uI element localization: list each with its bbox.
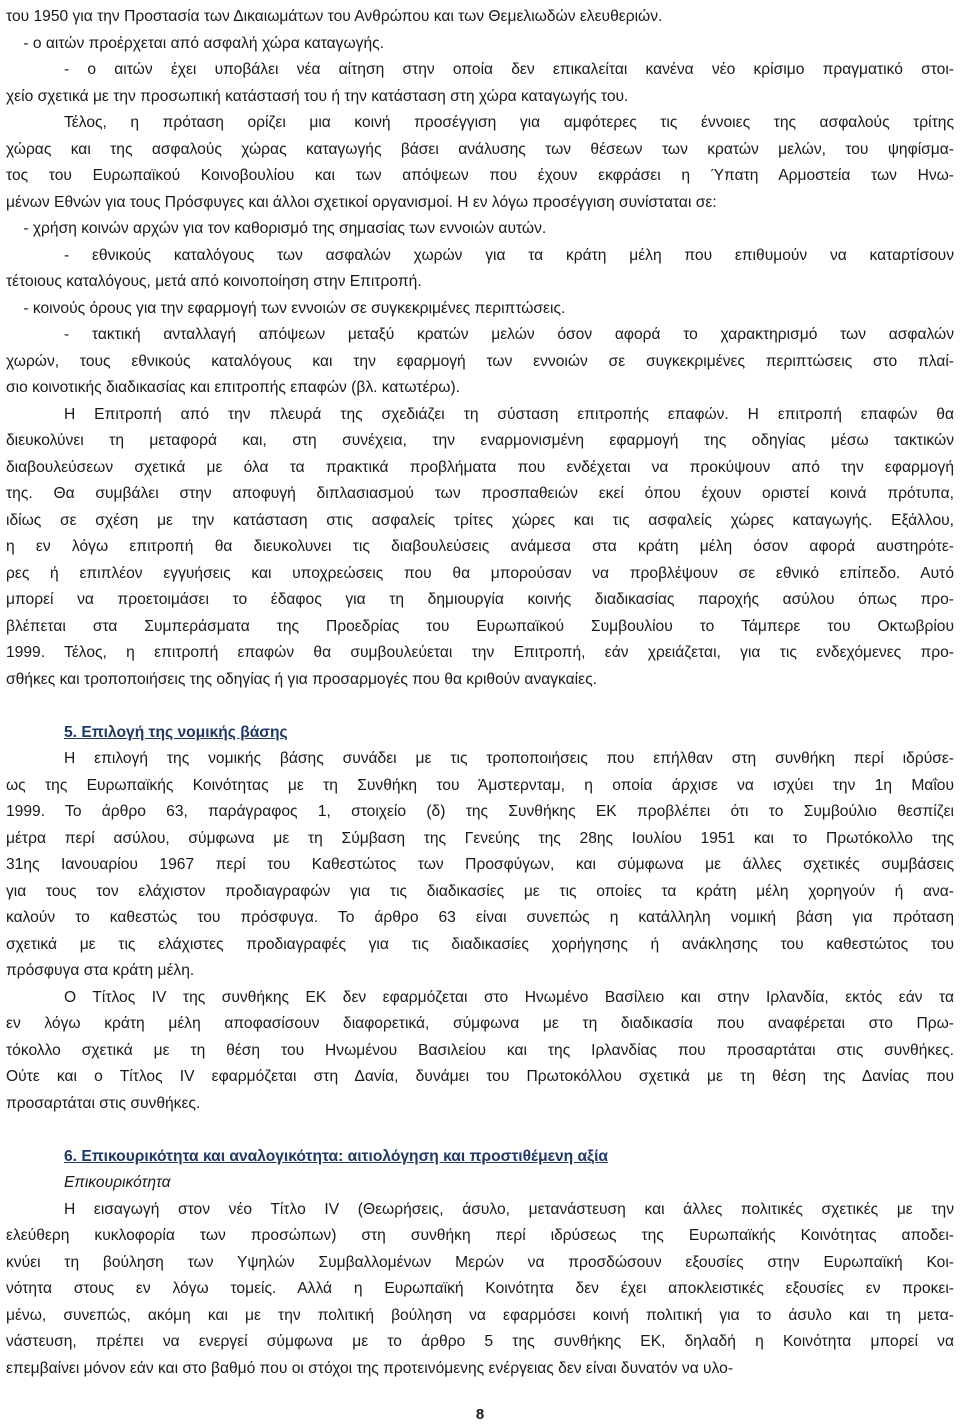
text-line: Η επιλογή της νομικής βάσης συνάδει με τις τροποποιήσεις που επήλθαν στη συνθήκη περί ιδρύσε- [64, 750, 954, 767]
spacer [6, 1117, 954, 1144]
text-line: μέτρα περί ασύλου, σύμφωνα με τη Σύμβαση της Γενεύης της 28ης Ιουλίου 1951 και το Πρωτόκολλο της [6, 829, 954, 847]
text-line: ως της Ευρωπαϊκής Κοινότητας με τη Συνθήκη του Άμστερνταμ, η οποία άρχισε να ισχύει την 1η Μαΐου [6, 776, 954, 794]
text-line: - χρήση κοινών αρχών για τον καθορισμό της σημασίας των εννοιών αυτών. [6, 220, 547, 237]
text-line: επεμβαίνει μόνον εάν και στο βαθμό που οι στόχοι της προτεινόμενης ενέργειας δεν είναι δυνατόν να υλο- [6, 1359, 734, 1377]
text-line: Ο Τίτλος IV της συνθήκης ΕΚ δεν εφαρμόζεται στο Ηνωμένο Βασίλειο και στην Ιρλανδία, εκτός εάν τα [64, 988, 954, 1006]
text-line: πρόσφυγα στα κράτη μέλη. [6, 962, 195, 979]
text-line: μπορεί να προετοιμάσει το έδαφος για τη δημιουργία κοινής διαδικασίας παροχής ασύλου όπως προ- [6, 591, 954, 608]
text-line: 31ης Ιανουαρίου 1967 περί του Καθεστώτος των Προσφύγων, και σύμφωνα με άλλες σχετικές συμβάσεις [6, 856, 954, 873]
text-line: - ο αιτών προέρχεται από ασφαλή χώρα καταγωγής. [6, 34, 384, 52]
section-6-heading: 6. Επικουρικότητα και αναλογικότητα: αιτιολόγηση και προστιθέμενη αξία [64, 1147, 608, 1165]
section-asylum-procedures-text [6, 4, 954, 693]
section-5-heading: 5. Επιλογή της νομικής βάσης [64, 723, 288, 741]
text-line: εν λόγω κράτη μέλη αποφασίσουν διαφορετικά, σύμφωνα με τη διαδικασία που αναφέρεται στο Πρω- [6, 1015, 954, 1032]
text-line: βλέπεται στα Συμπεράσματα της Προεδρίας του Ευρωπαϊκού Συμβουλίου το Τάμπερε του Οκτωβρίου [6, 617, 954, 635]
text-line: του 1950 για την Προστασία των Δικαιωμάτων του Ανθρώπου και των Θεμελιωδών ελευθεριών. [6, 8, 663, 25]
text-line: η εν λόγω επιτροπή θα διευκολυνει τις διαβουλεύσεις ανάμεσα στα κράτη μέλη όσον αφορά αυστηρότε- [6, 538, 954, 555]
section-5-body [6, 746, 954, 1117]
text-line: ρες ή επιπλέον εγγυήσεις και υποχρεώσεις που θα μπορούσαν να προβλέψουν σε εθνικό επίπεδο. Αυτό [6, 564, 954, 582]
text-line: ελεύθερη κυκλοφορία των προσώπων) στη συνθήκη περί ιδρύσεως της Ευρωπαϊκής Κοινότητας αποδει- [6, 1227, 954, 1244]
text-line: νότητα στους εν λόγω τομείς. Αλλά η Ευρωπαϊκή Κοινότητα δεν έχει αποκλειστικές εξουσίες εν προκει- [6, 1280, 954, 1297]
section-6-subheading: Επικουρικότητα [64, 1174, 171, 1191]
text-line: χώρας και της ασφαλούς χώρας καταγωγής βάσει ανάλυσης των θέσεων των κρατών μελών, του ψηφίσμα- [6, 140, 954, 158]
text-line: σιο κοινοτικής διαδικασίας και επιτροπής επαφών (βλ. κατωτέρω). [6, 379, 460, 396]
page-number: 8 [475, 1406, 485, 1423]
text-line: 1999. Το άρθρο 63, παράγραφος 1, στοιχείο (δ) της Συνθήκης ΕΚ προβλέπει ότι το Συμβούλιο θεσπίζει [6, 803, 954, 820]
text-line: Η Επιτροπή από την πλευρά της σχεδιάζει τη σύσταση επιτροπής επαφών. Η επιτροπή επαφών θα [64, 405, 954, 423]
section-6-body [6, 1197, 954, 1383]
text-line: - τακτική ανταλλαγή απόψεων μεταξύ κρατών μελών όσον αφορά το χαρακτηρισμό των ασφαλών [64, 326, 954, 343]
text-line: - εθνικούς καταλόγους των ασφαλών χωρών για τα κράτη μέλη που επιθυμούν να καταρτίσουν [64, 246, 954, 264]
text-line: μένων Εθνών για τους Πρόσφυγες και άλλοι σχετικοί οργανισμοί. Η εν λόγω προσέγγιση συνίσταται σε: [6, 193, 717, 211]
text-line: νάστευση, πρέπει να ενεργεί σύμφωνα με το άρθρο 5 της συνθήκης ΕΚ, δηλαδή η Κοινότητα μπορεί να [6, 1333, 954, 1350]
text-line: τέτοιους καταλόγους, μετά από κοινοποίηση στην Επιτροπή. [6, 273, 422, 290]
text-line: ιδίως σε σχέση με την κατάσταση στις ασφαλείς τρίτες χώρες και τις ασφαλείς χώρες καταγωγής. Εξάλλου, [6, 511, 954, 529]
text-line: - ο αιτών έχει υποβάλει νέα αίτηση στην οποία δεν επικαλείται κανένα νέο κρίσιμο πραγματικό στοι- [64, 61, 954, 78]
text-line: χείο σχετικά με την προσωπική κατάστασή του ή την κατάσταση στη χώρα καταγωγής του. [6, 87, 629, 105]
text-line: προσαρτάται στις συνθήκες. [6, 1094, 201, 1112]
text-line: σθήκες και τροποποιήσεις της οδηγίας ή για προσαρμογές που θα κριθούν αναγκαίες. [6, 670, 597, 688]
text-line: Τέλος, η πρόταση ορίζει μια κοινή προσέγγιση για αμφότερες τις έννοιες της ασφαλούς τρίτης [64, 114, 954, 131]
text-line: Η εισαγωγή στον νέο Τίτλο IV (Θεωρήσεις, άσυλο, μετανάστευση και άλλες πολιτικές σχετικές με την [64, 1200, 954, 1218]
text-line: τος του Ευρωπαϊκού Κοινοβουλίου και των απόψεων που έχουν εκφράσει η Ύπατη Αρμοστεία των Ηνω- [6, 167, 954, 184]
text-line: κνύει τη βούληση των Υψηλών Συμβαλλομένων Μερών να προσδώσουν εξουσίες στην Ευρωπαϊκή Κοι- [6, 1253, 954, 1271]
text-line: καλούν το καθεστώς του πρόσφυγα. Το άρθρο 63 είναι συνεπώς η κατάλληλη νομική βάση για πρόταση [6, 909, 954, 926]
text-line: για τους τον ελάχιστον προδιαγραφών για τις διαδικασίες με τις οποίες τα κράτη μέλη χορηγούν ή ανα- [6, 882, 954, 900]
document-page [6, 4, 954, 1382]
spacer [6, 693, 954, 720]
text-line: της. Θα συμβάλει στην αποφυγή διπλασιασμού των προσπαθειών εκεί όπου έχουν οριστεί κοινά πρότυπα, [6, 485, 954, 502]
text-line: τόκολλο σχετικά με τη θέση του Ηνωμένου Βασιλείου και της Ιρλανδίας που προσαρτάται στις συνθήκες. [6, 1041, 954, 1059]
text-line: 1999. Τέλος, η επιτροπή επαφών θα συμβουλεύεται την Επιτροπή, εάν χρειάζεται, για τις ενδεχόμενες προ- [6, 644, 954, 661]
text-line: χωρών, τους εθνικούς καταλόγους και την εφαρμογή των εννοιών σε συγκεκριμένες περιπτώσεις στο πλαί- [6, 352, 954, 370]
text-line: διαβουλεύσεων σχετικά με όλα τα πρακτικά προβλήματα που ενδέχεται να προκύψουν από την εφαρμογή [6, 458, 954, 476]
text-line: σχετικά με τις ελάχιστες προδιαγραφές για τις διαδικασίες χορήγησης ή ανάκλησης του καθεστώτος του [6, 935, 954, 953]
text-line: Ούτε και ο Τίτλος IV εφαρμόζεται στη Δανία, δυνάμει του Πρωτοκόλλου σχετικά με τη θέση της Δανίας που [6, 1068, 954, 1085]
text-line: μένω, συνεπώς, ακόμη και με την πολιτική βούληση να εφαρμόσει κοινή πολιτική για το άσυλο και τη μετα- [6, 1306, 954, 1324]
text-line: διευκολύνει τη μεταφορά και, στη συνέχεια, την εναρμονισμένη εφαρμογή της οδηγίας μέσω τακτικών [6, 432, 954, 449]
text-line: - κοινούς όρους για την εφαρμογή των εννοιών σε συγκεκριμένες περιπτώσεις. [6, 299, 566, 317]
